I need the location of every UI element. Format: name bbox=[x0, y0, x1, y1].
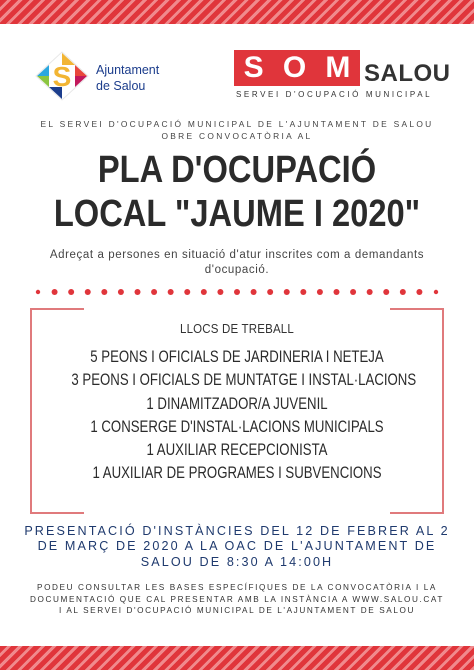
divider-dot bbox=[52, 289, 58, 295]
job-item: 1 AUXILIAR DE PROGRAMES I SUBVENCIONS bbox=[92, 464, 382, 483]
divider-dot bbox=[251, 289, 257, 295]
ajuntament-name-line2: de Salou bbox=[96, 79, 146, 93]
som-letter-m: M bbox=[325, 51, 351, 84]
divider-dot bbox=[334, 289, 340, 295]
divider-dot bbox=[350, 289, 356, 295]
svg-text:S: S bbox=[52, 61, 72, 92]
som-salou-logo bbox=[234, 50, 450, 106]
ajuntament-logo bbox=[34, 50, 184, 102]
divider-dot bbox=[201, 289, 207, 295]
divider-dot bbox=[400, 289, 406, 295]
bottom-stripe-border bbox=[0, 646, 474, 670]
ajuntament-name-line1: Ajuntament bbox=[96, 63, 160, 77]
job-item: 3 PEONS I OFICIALS DE MUNTATGE I INSTAL·LACIONS bbox=[71, 371, 417, 390]
salou-word: SALOU bbox=[364, 60, 451, 87]
presentation-dates: PRESENTACIÓ D'INSTÀNCIES DEL 12 DE FEBRER AL 2 DE MARÇ DE 2020 A LA OAC DE L'AJUNTAMENT DE SALOU DE 8:30 A 14:00H bbox=[24, 524, 450, 569]
divider-dot bbox=[234, 289, 240, 295]
page-title bbox=[50, 148, 423, 236]
job-item: 1 CONSERGE D'INSTAL·LACIONS MUNICIPALS bbox=[90, 417, 384, 436]
divider-dot bbox=[101, 289, 107, 295]
som-letter-s: S bbox=[243, 51, 264, 84]
divider-dot bbox=[118, 289, 124, 295]
divider-dot bbox=[317, 289, 323, 295]
som-box bbox=[234, 50, 360, 86]
jobs-list bbox=[30, 346, 444, 486]
divider-dot bbox=[184, 289, 190, 295]
salou-s-logo-icon bbox=[34, 50, 90, 102]
divider-dot bbox=[217, 289, 223, 295]
divider-dot bbox=[300, 289, 306, 295]
divider-dot bbox=[135, 289, 141, 295]
servei-subtitle: SERVEI D'OCUPACIÓ MUNICIPAL bbox=[236, 90, 433, 99]
divider-dot bbox=[383, 289, 389, 295]
job-item: 5 PEONS I OFICIALS DE JARDINERIA I NETEJA bbox=[90, 348, 384, 366]
divider-dot bbox=[151, 289, 157, 295]
divider-dot bbox=[416, 289, 422, 295]
subtitle-text: Adreçat a persones en situació d'atur inscrites com a demandants d'ocupació. bbox=[49, 249, 425, 276]
jobs-heading: LLOCS DE TREBALL bbox=[180, 322, 294, 336]
divider-dot bbox=[434, 290, 438, 294]
divider-dot bbox=[85, 289, 91, 295]
som-letter-o: O bbox=[282, 51, 307, 84]
dotted-divider bbox=[34, 287, 440, 297]
divider-dot bbox=[36, 290, 40, 294]
title-line2: LOCAL "JAUME I 2020" bbox=[53, 193, 421, 235]
top-stripe-border bbox=[0, 0, 474, 24]
title-line1: PLA D'OCUPACIÓ bbox=[97, 149, 377, 191]
divider-dot bbox=[267, 289, 273, 295]
divider-dot bbox=[168, 289, 174, 295]
ajuntament-name bbox=[96, 62, 196, 94]
consult-info: PODEU CONSULTAR LES BASES ESPECÍFIQUES DE LA CONVOCATÒRIA I LA DOCUMENTACIÓ QUE CAL PRESENTAR AMB LA INSTÀNCIA A WWW.SALOU.CAT I AL SERVEI D'OCUPACIÓ MUNICIPAL DE L'AJUNTAMENT DE SALOU bbox=[30, 583, 444, 616]
job-item: 1 DINAMITZADOR/A JUVENIL bbox=[146, 394, 328, 413]
divider-dot bbox=[68, 289, 74, 295]
jobs-frame bbox=[30, 308, 444, 514]
divider-dot bbox=[284, 289, 290, 295]
job-item: 1 AUXILIAR RECEPCIONISTA bbox=[146, 441, 328, 460]
divider-dot bbox=[367, 289, 373, 295]
intro-text: EL SERVEI D'OCUPACIÓ MUNICIPAL DE L'AJUNTAMENT DE SALOU OBRE CONVOCATÒRIA AL bbox=[40, 119, 434, 141]
